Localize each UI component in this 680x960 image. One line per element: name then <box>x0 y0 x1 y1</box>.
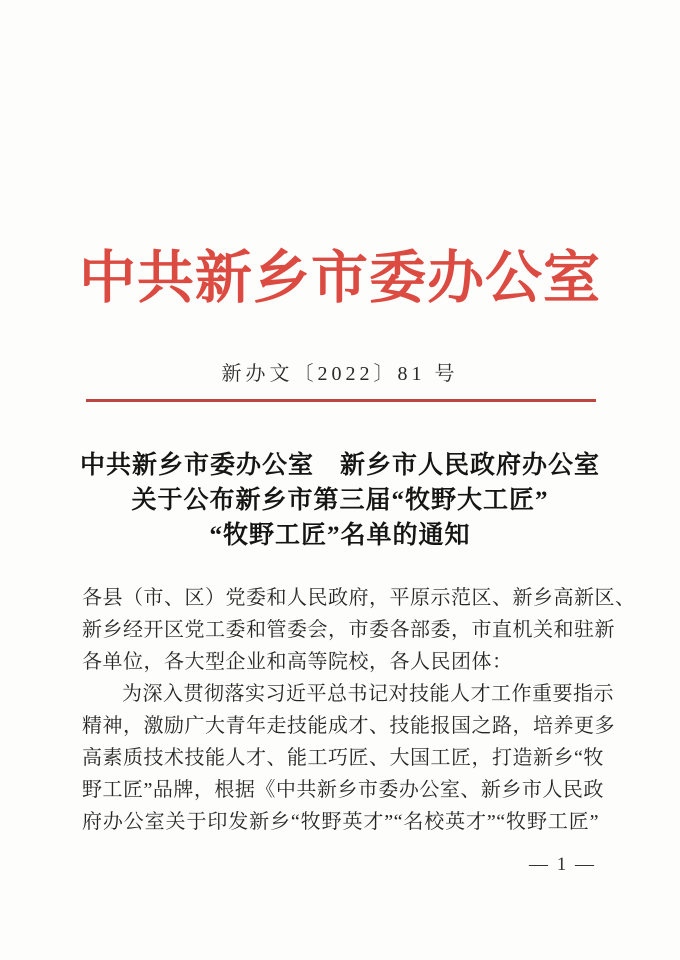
doc-title-line-1: 中共新乡市委办公室 新乡市人民政府办公室 <box>79 452 600 479</box>
letterhead-org-title: 中共新乡市委办公室 <box>79 247 601 310</box>
body-line: 高素质技术技能人才、能工巧匠、大国工匠，打造新乡“牧 <box>82 747 604 769</box>
body-text <box>82 582 636 838</box>
red-divider-line <box>86 399 596 402</box>
body-line: 各单位，各大型企业和高等院校，各人民团体： <box>82 651 513 673</box>
body-line: 为深入贯彻落实习近平总书记对技能人才工作重要指示 <box>122 683 614 705</box>
body-line: 精神，激励广大青年走技能成才、技能报国之路，培养更多 <box>82 715 615 737</box>
doc-reference-number: 新办文〔2022〕81 号 <box>221 363 459 385</box>
body-line: 府办公室关于印发新乡“牧野英才”“名校英才”“牧野工匠” <box>82 811 599 833</box>
body-line: 新乡经开区党工委和管委会，市委各部委，市直机关和驻新 <box>82 619 615 641</box>
page-number: — 1 — <box>529 854 596 875</box>
doc-title-line-3: “牧野工匠”名单的通知 <box>209 522 471 549</box>
body-line: 各县（市、区）党委和人民政府，平原示范区、新乡高新区、 <box>82 587 636 609</box>
doc-title-line-2: 关于公布新乡市第三届“牧野大工匠” <box>131 487 549 514</box>
doc-title <box>0 448 680 553</box>
body-line: 野工匠”品牌，根据《中共新乡市委办公室、新乡市人民政 <box>82 779 604 801</box>
